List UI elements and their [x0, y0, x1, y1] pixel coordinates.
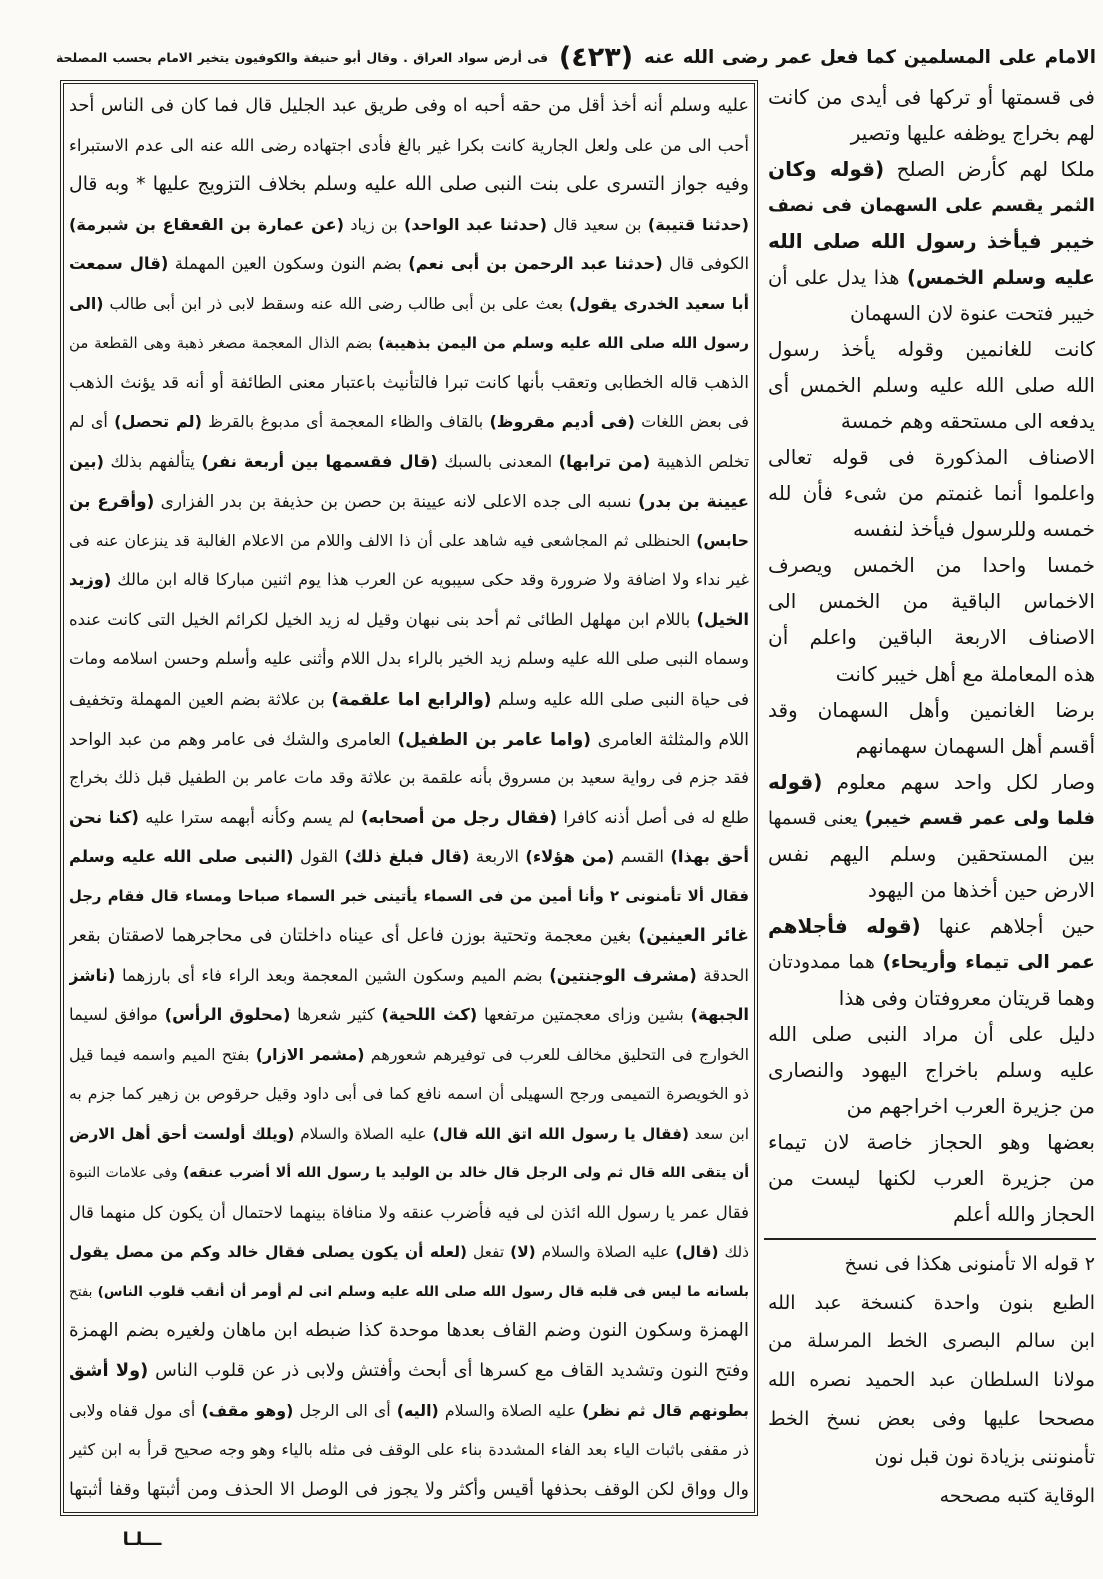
- commentary-text: عليه وسلم باخراج اليهود والنصارى: [768, 1057, 1095, 1082]
- quoted-text: خيبر فيأخذ رسول الله صلى الله: [768, 229, 1095, 254]
- footnote-line: الطبع بنون واحدة كنسخة عبد الله: [768, 1291, 1095, 1314]
- commentary-text: كثير شعرها: [290, 1005, 382, 1025]
- main-text-line: [69, 403, 749, 441]
- margin-note-line: [768, 584, 1095, 619]
- commentary-text: وال وواق لكن الوقف بحذفها أقيس وأكثر ولا يجوز فى الوصل الا الحذف ومن أثبتها وقفا أثبتها: [69, 1479, 749, 1500]
- commentary-text: اللام والمثلثة العامرى: [591, 728, 749, 749]
- commentary-text: الله صلى الله عليه وسلم الخمس أى: [768, 373, 1095, 398]
- quoted-text: (لم تحصل): [114, 412, 202, 432]
- main-text-line: [69, 1194, 749, 1232]
- footnote-line: تأمنوننى بزيادة نون قبل نون: [874, 1446, 1095, 1469]
- commentary-text: واعلموا أنما غنمتم من شىء فأن لله: [768, 481, 1095, 506]
- commentary-text: المعدنى بالسبك: [437, 451, 559, 471]
- commentary-text: عليه الصلاة والسلام: [535, 1243, 676, 1262]
- margin-note-line: [768, 548, 1095, 583]
- quoted-text: (لا): [510, 1243, 536, 1262]
- header-right-text: الامام على المسلمين كما فعل عمر رضى الله عنه: [644, 47, 1096, 68]
- commentary-text: بن علاثة بضم العين المهملة وتخفيف: [69, 688, 332, 709]
- main-text-line: [69, 245, 749, 283]
- quoted-text: أحق بهذا): [670, 847, 749, 867]
- quoted-text: حابس): [696, 530, 749, 550]
- commentary-text: الذهب قاله الخطابى وتعقب بأنها كانت تبرا فالتأنيث باعتبار معنى الطائفة أو أنه قد يؤنث الذهب: [69, 372, 749, 393]
- footnote-line: مولانا السلطان عبد الحميد نصره الله: [768, 1368, 1095, 1391]
- footnote-separator: [764, 1238, 1096, 1240]
- main-text-line: [69, 1273, 749, 1311]
- footnote-line: الوقاية كتبه مصححه: [939, 1484, 1095, 1507]
- main-text-line: [69, 364, 749, 402]
- margin-note-line: [768, 837, 1095, 872]
- main-text-line: [69, 1471, 749, 1509]
- margin-note-line: [768, 657, 1095, 692]
- commentary-text: فى حياة النبى صلى الله عليه وسلم: [491, 688, 749, 709]
- quoted-text: (النبى صلى الله عليه وسلم: [69, 847, 294, 867]
- commentary-text: من جزيرة العرب لكنها ليست من: [768, 1165, 1095, 1190]
- margin-note-line: [768, 981, 1095, 1016]
- quoted-text: (قال سمعت: [69, 254, 169, 274]
- margin-note-line: [768, 729, 1095, 764]
- commentary-text: فقال عمر يا رسول الله ائذن لى فيه فأضرب عنقه ولا منافاة بينهما لاحتمال أن يكون كل منهما قال: [69, 1202, 749, 1222]
- commentary-text: ذر مقفى باثبات الياء بعد الفاء المشددة بناء على الوقف فى مثله بالياء وهو وجه صحيح قرأ به ابن كثير: [69, 1440, 749, 1460]
- quoted-text: (فى أديم مقروظ): [489, 412, 635, 432]
- commentary-text: دليل على أن مراد النبى صلى الله: [768, 1021, 1095, 1046]
- commentary-text: الكوفى قال: [662, 254, 749, 274]
- commentary-text: بعضها وهو الحجاز خاصة لان تيماء: [768, 1129, 1095, 1154]
- quoted-text: عمر الى تيماء وأريحاء): [882, 951, 1095, 973]
- main-text-line: [69, 1233, 749, 1271]
- commentary-text: الحنظلى ثم المجاشعى فيه شاهد على أن ذا الالف واللام من الاعلام الغالبة قد ينزعان عنه فى: [69, 530, 697, 550]
- footnote-line: ابن سالم البصرى الخط المرسلة من: [768, 1330, 1095, 1353]
- commentary-text: الاربعة: [469, 847, 526, 867]
- quoted-text: (كنا نحن: [69, 807, 139, 827]
- main-text-line: [69, 1154, 749, 1192]
- main-text-line: [69, 917, 749, 955]
- commentary-text: تخلص الذهيبة: [650, 451, 749, 471]
- quoted-text: (قوله: [768, 769, 823, 794]
- commentary-text: وفتح النون وتشديد القاف مع كسرها أى أبحث وأفتش ولابى ذر عن قلوب الناس: [148, 1361, 749, 1381]
- commentary-text: ذلك: [718, 1243, 749, 1262]
- margin-note-line: [768, 620, 1095, 655]
- commentary-text: عليه الصلاة والسلام: [294, 1124, 433, 1143]
- margin-note-line: [768, 80, 1095, 115]
- main-text-line: [69, 443, 749, 481]
- quoted-text: (قال فقسمها بين أربعة نفر): [201, 451, 438, 471]
- quoted-text: (وأقرع بن: [69, 491, 155, 512]
- catchword: ـــلـا: [122, 1529, 162, 1550]
- commentary-text: فقد جزم فى رواية سعيد بن مسروق بأنه علقمة بن علاثة وقد مات عامر بن الطفيل قبل ذلك بخراج: [69, 768, 749, 788]
- quoted-text: (من هؤلاء): [525, 847, 615, 867]
- commentary-text: بشين وزاى معجمتين مرتفعها: [477, 1005, 691, 1025]
- commentary-text: باللام ابن مهلهل الطائى ثم أحد بنى نبهان وقيل له زيد الخيل لكرائم الخيل التى كانت عنده: [69, 609, 697, 629]
- quoted-text: (ولا أشق: [69, 1361, 149, 1381]
- commentary-text: بعث على بن أبى طالب رضى الله عنه وسقط لابى ذر ابن أبى طالب: [103, 293, 570, 313]
- commentary-text: حين أجلاهم عنها: [920, 913, 1095, 938]
- commentary-text: بضم الميم وسكون الشين المعجمة وبعد الراء فاء أى بارزهما: [115, 965, 550, 985]
- main-text-line: [69, 601, 749, 639]
- commentary-text: بين المستحقين وسلم اليهم نفس: [768, 841, 1095, 866]
- quoted-text: (كث اللحية): [381, 1005, 478, 1025]
- commentary-text: برضا الغانمين وأهل السهمان وقد: [768, 697, 1095, 722]
- commentary-text: خمسه وللرسول فيأخذ لنفسه: [853, 517, 1095, 542]
- commentary-text: وسماه النبى صلى الله عليه وسلم زيد الخير بالراء بدل اللام وأثنى عليه وأسلم وحسن اسلامه ومات: [69, 649, 749, 669]
- quoted-text: بلسانه ما ليس فى قلبه قال رسول الله صلى الله عليه وسلم انى لم أومر أن أنقب قلوب الناس): [97, 1283, 749, 1300]
- main-text-line: [69, 1115, 749, 1153]
- margin-note-line: [768, 116, 1095, 151]
- main-text-line: [69, 127, 749, 165]
- quoted-text: (قوله فأجلاهم: [768, 913, 921, 938]
- footnote-block: [768, 1246, 1095, 1514]
- commentary-text: بالقاف والظاء المعجمة أى مدبوغ بالقرظ: [201, 412, 490, 432]
- commentary-text: يتألفهم بذلك: [103, 451, 202, 471]
- quoted-text: عليه وسلم الخمس): [907, 266, 1095, 290]
- commentary-text: القسم: [614, 847, 671, 867]
- commentary-text: لم يسم وكأنه أبهمه سترا عليه: [138, 807, 361, 827]
- commentary-text: وفيه جواز التسرى على بنت النبى صلى الله عليه وسلم بخلاف التزويج عليها * وبه قال: [69, 174, 749, 196]
- quoted-text: (وزيد: [69, 570, 112, 590]
- quoted-text: (قال): [675, 1243, 719, 1262]
- margin-note-line: [768, 1161, 1095, 1196]
- quoted-text: (فقال يا رسول الله اتق الله قال): [432, 1124, 689, 1143]
- quoted-text: عيينة بن بدر): [637, 491, 749, 512]
- commentary-text: غير نداء ولا اضافة ولا ضرورة وقد حكى سيبويه عن العرب هذا يوم اثنين مباركا قاله ابن مالك: [111, 570, 749, 590]
- commentary-text: بن سعيد قال: [546, 214, 648, 234]
- quoted-text: (الى: [69, 293, 104, 313]
- commentary-text: موافق لسيما: [69, 1005, 165, 1025]
- commentary-text: الارض حين أخذها من اليهود: [868, 877, 1095, 902]
- main-text-line: [69, 324, 749, 362]
- commentary-text: فى بعض اللغات: [634, 412, 749, 432]
- main-text-line: [69, 206, 749, 244]
- margin-note-line: [768, 512, 1095, 547]
- quoted-text: فقال ألا تأمنونى ٢ وأنا أمين من فى السماء يأتينى خبر السماء صباحا ومساء قال فقام رجل: [69, 887, 749, 905]
- commentary-text: يعنى قسمها: [768, 807, 865, 829]
- commentary-text: لهم بخراج يوظفه عليها وتصير: [850, 121, 1095, 146]
- quoted-text: (من ترابها): [558, 451, 651, 471]
- quoted-text: الثمر يقسم على السهمان فى نصف: [768, 195, 1095, 217]
- commentary-text: بغين معجمة وتحتية بوزن فاعل أى عيناه داخلتان فى محاجرهما لاصقتان بقعر: [69, 926, 639, 947]
- commentary-text: أحب الى من على ولعل الجارية كانت بكرا غير بالغ فأدى اجتهاده رضى الله عنه الى عدم الاستبراء: [69, 135, 749, 155]
- commentary-text: عليه وسلم أنه أخذ أقل من حقه أحبه اه وفى طريق عبد الجليل قال فما كان فى الناس أحد: [69, 95, 749, 116]
- margin-note-line: [768, 1017, 1095, 1052]
- margin-notes-column: [768, 80, 1095, 1232]
- margin-note-line: [768, 945, 1095, 980]
- main-text-line: [69, 799, 749, 837]
- margin-note-line: [768, 188, 1095, 223]
- main-text-line: [69, 878, 749, 916]
- quoted-text: (لعله أن يكون يصلى فقال خالد وكم من مصل يقول: [69, 1243, 468, 1262]
- main-text-line: [69, 1075, 749, 1113]
- quoted-text: (ناشز: [69, 965, 116, 985]
- commentary-text: هذه المعاملة مع أهل خيبر كانت: [835, 661, 1095, 686]
- quoted-text: غائر العينين): [638, 926, 749, 947]
- margin-note-line: [768, 1089, 1095, 1124]
- commentary-text: تفعل: [467, 1243, 511, 1262]
- quoted-text: أبا سعيد الخدرى يقول): [569, 293, 749, 313]
- main-text-line: [69, 482, 749, 520]
- main-text-line: [69, 680, 749, 718]
- quoted-text: بطونهم قال ثم نظر): [582, 1400, 749, 1420]
- quoted-text: (مشرف الوجنتين): [549, 965, 697, 985]
- commentary-text: الخوارج فى التحليق مخالف للعرب فى توفيرهم شعورهم: [364, 1044, 749, 1064]
- quoted-text: (حدثنا عبد الرحمن بن أبى نعم): [408, 254, 663, 274]
- commentary-text: خمسا واحدا من الخمس ويصرف: [768, 553, 1095, 578]
- main-text-line: [69, 1312, 749, 1350]
- commentary-text: يدفعه الى مستحقه وهم خمسة: [840, 409, 1095, 434]
- margin-notes: [768, 80, 1095, 1232]
- quoted-text: (وهو مقف): [201, 1400, 294, 1420]
- quoted-text: (واما عامر بن الطفيل): [397, 728, 592, 749]
- main-text-line: [69, 522, 749, 560]
- quoted-text: (قوله وكان: [768, 157, 885, 182]
- margin-note-line: [768, 368, 1095, 403]
- margin-note-line: [768, 1125, 1095, 1160]
- commentary-text: أى لم: [69, 412, 115, 432]
- quoted-text: الخيل): [696, 609, 749, 629]
- commentary-text: بضم الذال المعجمة مصغر ذهبة وهى القطعة من: [69, 334, 379, 353]
- commentary-text: العامرى والشك فى عامر وهم من عبد الواحد: [69, 728, 398, 749]
- commentary-text: عليه الصلاة والسلام: [438, 1400, 583, 1420]
- main-text-line: [69, 720, 749, 758]
- commentary-text: من جزيرة العرب اخراجهم من: [846, 1093, 1095, 1118]
- quoted-text: (محلوق الرأس): [164, 1005, 291, 1025]
- main-text-line: [69, 957, 749, 995]
- quoted-text: (اليه): [396, 1400, 439, 1420]
- margin-note-line: [768, 1197, 1095, 1232]
- main-text-line: [69, 1392, 749, 1430]
- margin-note-line: [768, 765, 1095, 800]
- quoted-text: (عن عمارة بن القعقاع بن شبرمة): [69, 214, 345, 234]
- commentary-text: هذا يدل على أن: [768, 266, 908, 290]
- commentary-text: ذو الخويصرة التميمى ورجح السهيلى أن اسمه نافع كما فى أبى داود وقيل حرقوص بن زهير كما جزم به: [69, 1084, 749, 1104]
- commentary-text: نسبه الى جده الاعلى لانه عيينة بن حصن بن حذيفة بن بدر الفزارى: [154, 491, 638, 512]
- main-text-line: [69, 1431, 749, 1469]
- margin-note-line: [768, 909, 1095, 944]
- commentary-text: بفتح الميم واسمه فيما قيل: [69, 1044, 256, 1064]
- quoted-text: (والرابع اما علقمة): [331, 688, 492, 709]
- main-text-frame: [60, 80, 758, 1516]
- quoted-text: (ويلك أولست أحق أهل الارض: [69, 1124, 295, 1143]
- commentary-text: القول: [293, 847, 345, 867]
- quoted-text: (بين: [69, 451, 104, 471]
- main-text-line: [69, 640, 749, 678]
- page-number: (٤٢٣): [558, 42, 634, 73]
- quoted-text: (مشمر الازار): [255, 1044, 365, 1064]
- main-text-line: [69, 561, 749, 599]
- quoted-text: رسول الله صلى الله عليه وسلم من اليمن بذهيبة): [378, 334, 749, 353]
- margin-note-line: [768, 224, 1095, 259]
- commentary-text: أى مول قفاه ولابى: [69, 1400, 202, 1420]
- margin-note-line: [768, 1053, 1095, 1088]
- quoted-text: (حدثنا قتيبة): [647, 214, 749, 234]
- main-text-line: [69, 166, 749, 204]
- footnote-line: ٢ قوله الا تأمنونى هكذا فى نسخ: [844, 1253, 1095, 1275]
- commentary-text: بضم النون وسكون العين المهملة: [168, 254, 409, 274]
- main-text-line: [69, 759, 749, 797]
- quoted-text: (فقال رجل من أصحابه): [360, 807, 558, 827]
- commentary-text: الهمزة وسكون النون وضم القاف بعدها موحدة كذا ضبطه ابن ماهان ولغيره بضم الهمزة: [69, 1320, 749, 1342]
- main-text-line: [69, 285, 749, 323]
- commentary-text: أى الى الرجل: [293, 1400, 397, 1420]
- main-text-column: [69, 84, 749, 1512]
- margin-note-line: [768, 693, 1095, 728]
- quoted-text: فلما ولى عمر قسم خيبر): [864, 807, 1095, 829]
- running-header: [56, 38, 1096, 78]
- margin-note-line: [768, 332, 1095, 367]
- margin-note-line: [768, 440, 1095, 475]
- commentary-text: فى قسمتها أو تركها فى أيدى من كانت: [768, 85, 1095, 109]
- quoted-text: الجبهة): [690, 1005, 749, 1025]
- commentary-text: أقسم أهل السهمان سهمانهم: [855, 733, 1095, 758]
- quoted-text: أن يتقى الله قال ثم ولى الرجل قال خالد بن الوليد يا رسول الله ألا أضرب عنقه): [183, 1165, 749, 1182]
- commentary-text: وفى علامات النبوة: [69, 1165, 183, 1182]
- main-text-line: [69, 1352, 749, 1390]
- footnote-line: مصححا عليها وفى بعض نسخ الخط: [768, 1407, 1095, 1430]
- commentary-text: ملكا لهم كأرض الصلح: [884, 157, 1095, 182]
- margin-note-line: [768, 152, 1095, 187]
- margin-note-line: [768, 260, 1095, 295]
- commentary-text: كانت للغانمين وقوله يأخذ رسول: [768, 337, 1095, 362]
- margin-note-line: [768, 404, 1095, 439]
- commentary-text: هما ممدودتان: [768, 951, 883, 973]
- commentary-text: وهما قريتان معروفتان وفى هذا: [838, 985, 1095, 1010]
- commentary-text: بن زياد: [344, 214, 405, 234]
- commentary-text: خيبر فتحت عنوة لان السهمان: [850, 301, 1095, 326]
- commentary-text: وصار لكل واحد سهم معلوم: [822, 769, 1095, 794]
- header-left-text: فى أرض سواد العراق . وقال أبو حنيفة والكوفيون يتخير الامام بحسب المصلحة: [56, 50, 548, 65]
- commentary-text: طلع له فى أصل أذنه كافرا: [557, 807, 749, 827]
- commentary-text: الاصناف المذكورة فى قوله تعالى: [768, 445, 1095, 470]
- commentary-text: الاخماس الباقية من الخمس الى: [768, 589, 1095, 614]
- quoted-text: (قال فبلغ ذلك): [344, 847, 470, 867]
- main-text-line: [69, 1036, 749, 1074]
- main-text-line: [69, 87, 749, 125]
- margin-note-line: [768, 873, 1095, 908]
- margin-note-line: [768, 476, 1095, 511]
- commentary-text: الحدقة: [696, 965, 749, 985]
- commentary-text: بفتح: [69, 1283, 98, 1300]
- margin-note-line: [768, 801, 1095, 836]
- commentary-text: الحجاز والله أعلم: [952, 1201, 1095, 1226]
- main-text-line: [69, 838, 749, 876]
- quoted-text: (حدثنا عبد الواحد): [404, 214, 547, 234]
- footnote-column: [768, 1246, 1095, 1514]
- commentary-text: ابن سعد: [688, 1124, 749, 1143]
- margin-note-line: [768, 296, 1095, 331]
- main-text-line: [69, 996, 749, 1034]
- commentary-text: الاصناف الاربعة الباقين واعلم أن: [768, 625, 1095, 650]
